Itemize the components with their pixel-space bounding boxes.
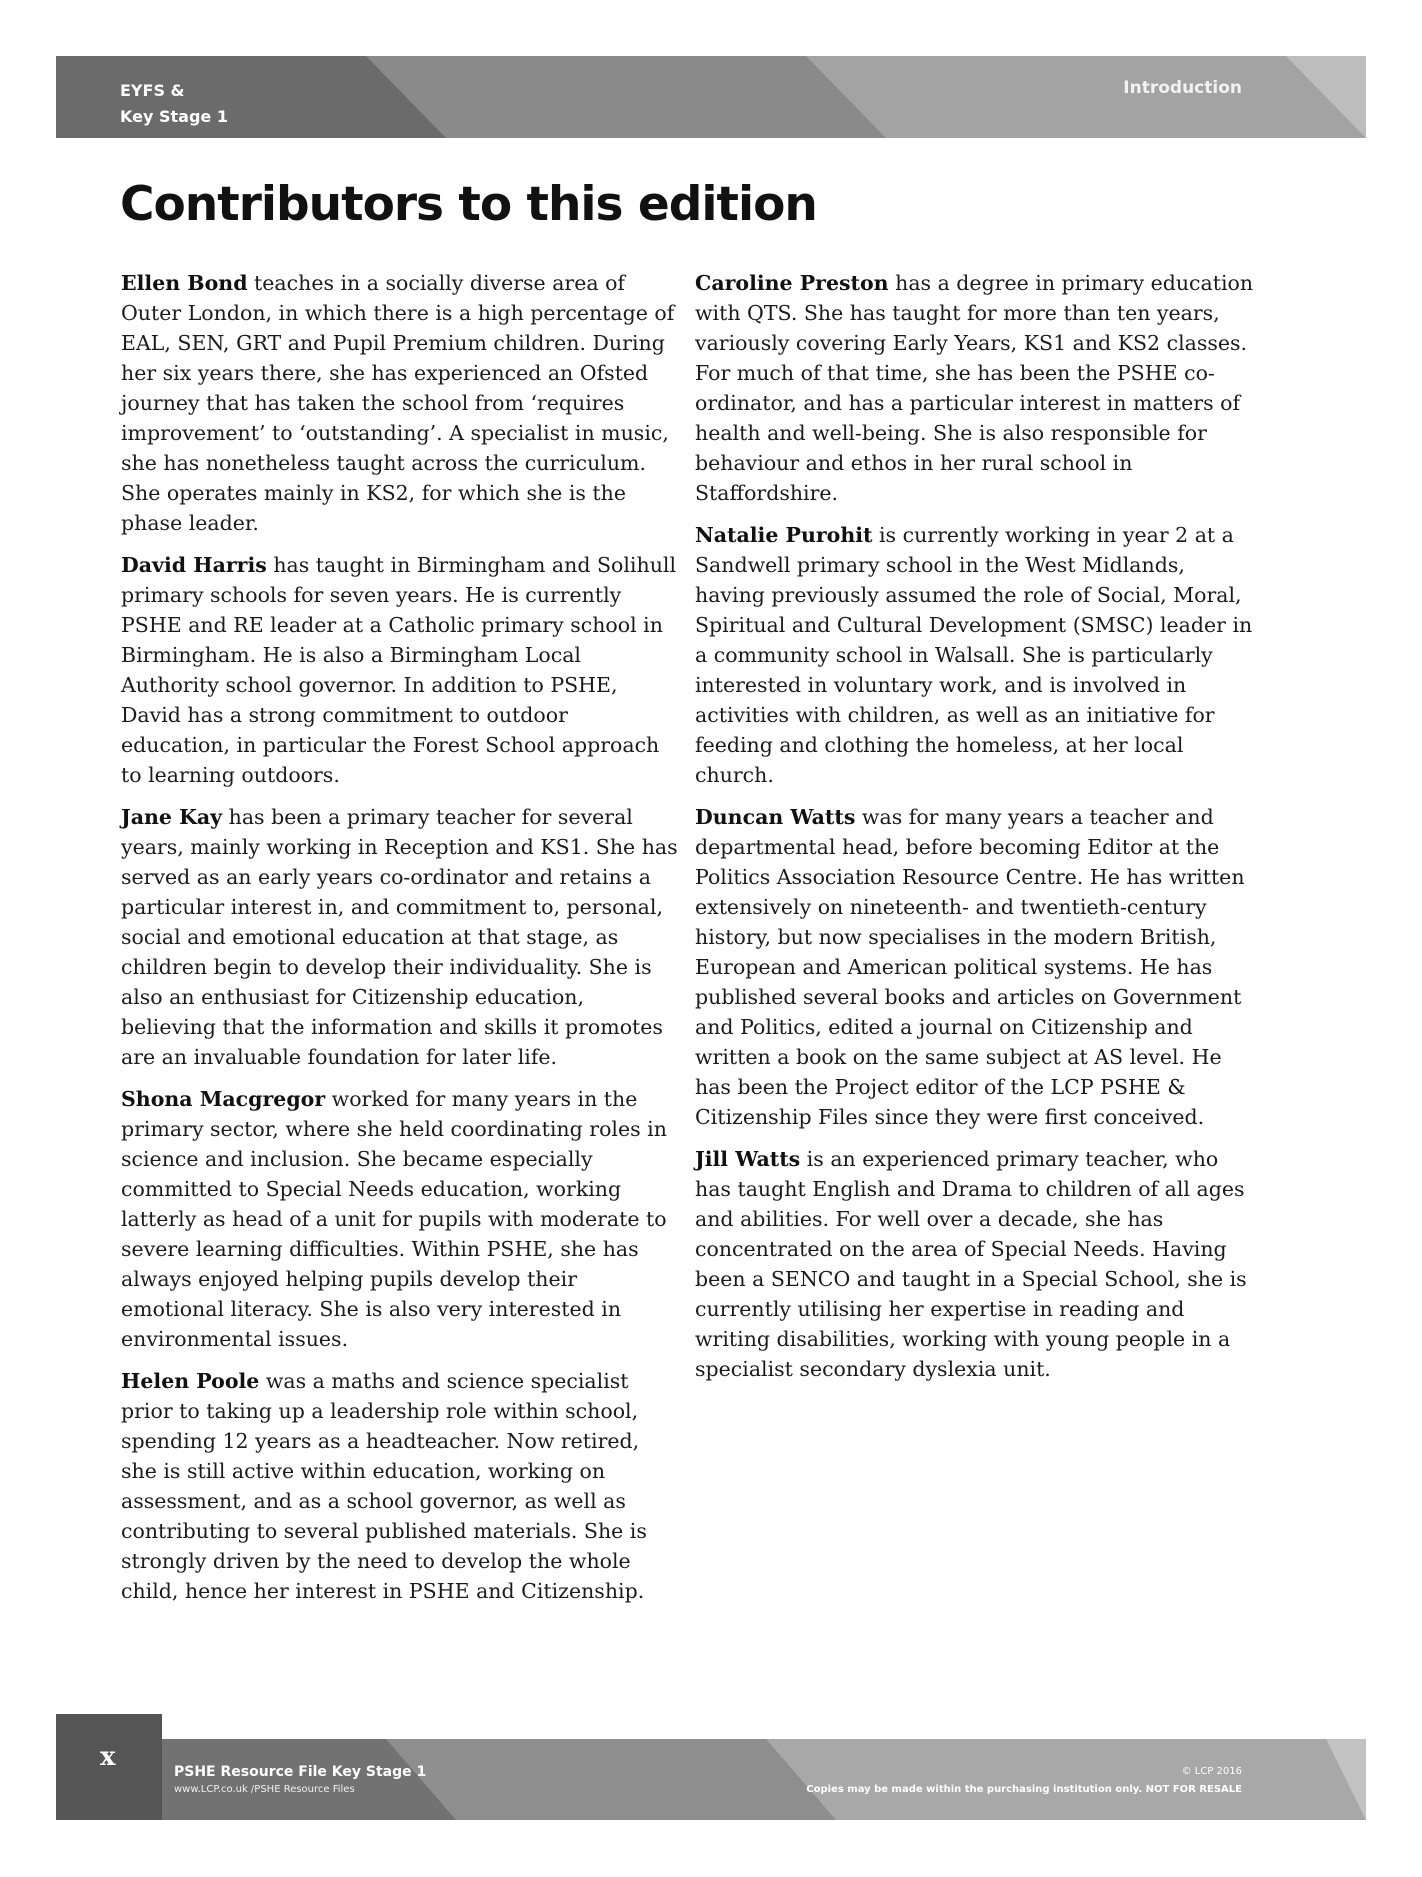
copy-notice: Copies may be made within the purchasing institution only. NOT FOR RESALE [806,1784,1242,1795]
contributor-bio [121,802,681,1072]
page-header [56,56,1366,138]
contributor-text: teaches in a socially diverse area of Outer London, in which there is a high percentage of EAL, SEN, GRT and Pupil Premium children. During her six years there, she has experienced an Ofsted journey that has taken the school from ‘requires improvement’ to ‘outstanding’. A specialist in music, she has nonetheless taught across the curriculum. She operates mainly in KS2, for which she is the phase leader. [121,271,675,535]
section-label [120,78,228,130]
contributor-bio [121,1366,681,1606]
contributor-name: Jane Kay [121,805,223,829]
publication-url: www.LCP.co.uk /PSHE Resource Files [174,1784,355,1795]
contributor-name: Caroline Preston [695,271,889,295]
contributor-bio [695,520,1255,790]
contributor-name: Shona Macgregor [121,1087,326,1111]
chapter-label: Introduction [1123,78,1242,98]
contributor-text: is an experienced primary teacher, who has taught English and Drama to children of all ages and abilities. For well over a decade, she has concentrated on the area of Special Needs. Having been a SENCO and taught in a Special School, she is currently utilising her expertise in reading and writing disabilities, working with young people in a specialist secondary dyslexia unit. [695,1147,1247,1381]
contributor-name: Jill Watts [695,1147,801,1171]
copyright: © LCP 2016 [1181,1766,1242,1777]
contributor-text: has a degree in primary education with QTS. She has taught for more than ten years, variously covering Early Years, KS1 and KS2 classes. For much of that time, she has been the PSHE co-ordinator, and has a particular interest in matters of health and well-being. She is also responsible for behaviour and ethos in her rural school in Staffordshire. [695,271,1254,505]
contributor-text: was a maths and science specialist prior to taking up a leadership role within school, spending 12 years as a headteacher. Now retired, she is still active within education, working on assessment, and as a school governor, as well as contributing to several published materials. She is strongly driven by the need to develop the whole child, hence her interest in PSHE and Citizenship. [121,1369,647,1603]
contributor-name: Natalie Purohit [695,523,873,547]
right-column [695,268,1255,1396]
contributor-text: has been a primary teacher for several years, mainly working in Reception and KS1. She has served as an early years co-ordinator and retains a particular interest in, and commitment to, personal, social and emotional education at that stage, as children begin to develop their individuality. She is also an enthusiast for Citizenship education, believing that the information and skills it promotes are an invaluable foundation for later life. [121,805,678,1069]
section-label-line1: EYFS & [120,81,185,100]
contributor-name: Helen Poole [121,1369,260,1393]
section-label-line2: Key Stage 1 [120,107,228,126]
contributor-text: has taught in Birmingham and Solihull primary schools for seven years. He is currently PSHE and RE leader at a Catholic primary school in Birmingham. He is also a Birmingham Local Authority school governor. In addition to PSHE, David has a strong commitment to outdoor education, in particular the Forest School approach to learning outdoors. [121,553,677,787]
contributor-name: Ellen Bond [121,271,248,295]
contributor-bio [695,1144,1255,1384]
contributor-bio [695,268,1255,508]
contributor-text: was for many years a teacher and departmental head, before becoming Editor at the Politics Association Resource Centre. He has written extensively on nineteenth- and twentieth-century history, but now specialises in the modern British, European and American political systems. He has published several books and articles on Government and Politics, edited a journal on Citizenship and written a book on the same subject at AS level. He has been the Project editor of the LCP PSHE & Citizenship Files since they were first conceived. [695,805,1245,1129]
contributor-name: David Harris [121,553,267,577]
page-title: Contributors to this edition [120,177,817,232]
contributor-bio [121,268,681,538]
contributor-text: worked for many years in the primary sector, where she held coordinating roles in science and inclusion. She became especially committed to Special Needs education, working latterly as head of a unit for pupils with moderate to severe learning difficulties. Within PSHE, she has always enjoyed helping pupils develop their emotional literacy. She is also very interested in environmental issues. [121,1087,667,1351]
page-number: x [100,1742,116,1772]
contributor-bio [121,1084,681,1354]
contributor-bio [695,802,1255,1132]
page-footer [56,1714,1366,1820]
contributor-text: is currently working in year 2 at a Sandwell primary school in the West Midlands, having previously assumed the role of Social, Moral, Spiritual and Cultural Development (SMSC) leader in a community school in Walsall. She is particularly interested in voluntary work, and is involved in activities with children, as well as an initiative for feeding and clothing the homeless, at her local church. [695,523,1253,787]
publication-title: PSHE Resource File Key Stage 1 [174,1764,427,1780]
contributor-bio [121,550,681,790]
contributor-name: Duncan Watts [695,805,856,829]
left-column [121,268,681,1618]
